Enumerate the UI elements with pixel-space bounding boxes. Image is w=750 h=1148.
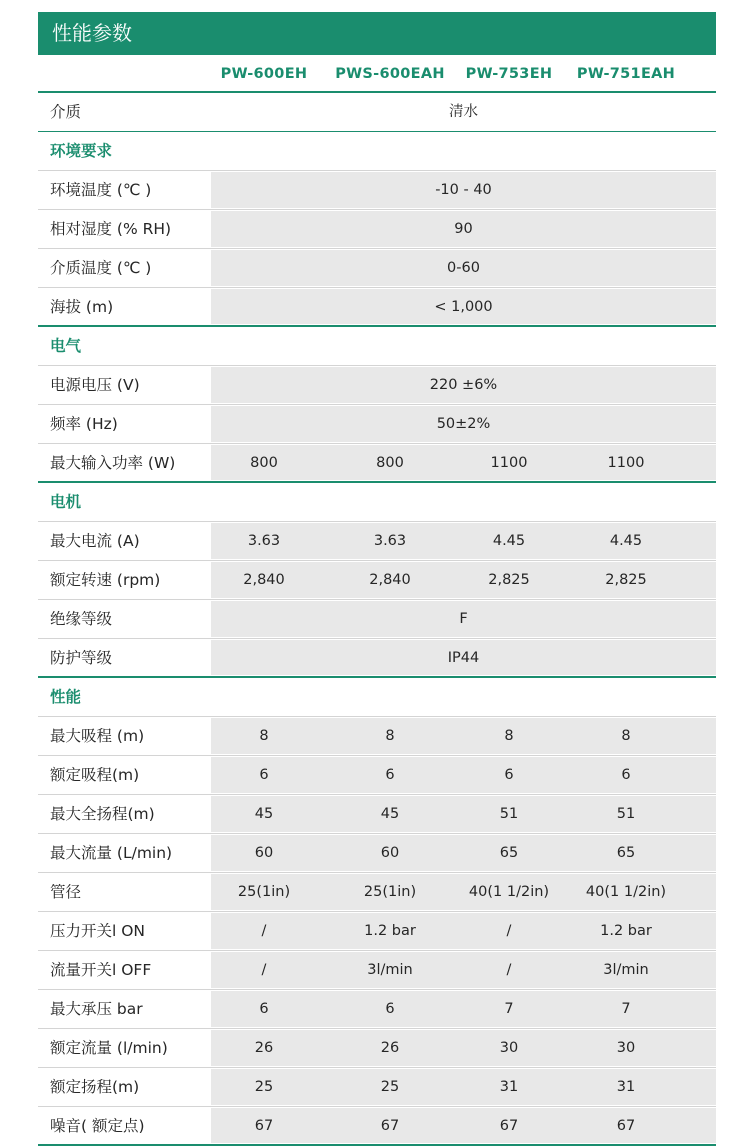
spec-row <box>38 1068 716 1107</box>
row-values <box>211 718 716 754</box>
page-title: 性能参数 <box>38 12 716 55</box>
value-cell-span: 50±2% <box>436 416 491 432</box>
row-label: 最大吸程 (m) <box>50 727 145 745</box>
section-header <box>38 327 716 366</box>
row-values <box>211 640 716 675</box>
row-values <box>211 757 716 793</box>
value-cell-0: 26 <box>254 1040 274 1056</box>
value-cell-1: 3l/min <box>367 962 413 978</box>
row-values <box>211 1030 716 1066</box>
value-cell-2: 65 <box>499 845 519 861</box>
row-label: 最大电流 (A) <box>50 532 140 550</box>
row-values <box>211 913 716 949</box>
row-label: 介质温度 (℃ ) <box>50 259 152 277</box>
row-label: 电源电压 (V) <box>50 376 140 394</box>
spec-row-medium <box>38 93 716 132</box>
row-label: 相对湿度 (% RH) <box>50 220 172 238</box>
row-values <box>211 367 716 403</box>
row-label: 防护等级 <box>50 649 113 667</box>
value-cell-2: 40(1 1/2in) <box>468 884 550 900</box>
value-cell-2: 30 <box>499 1040 519 1056</box>
value-cell-1: 6 <box>385 767 395 783</box>
value-cell-span: 90 <box>454 221 473 237</box>
section-header <box>38 132 716 171</box>
row-label: 频率 (Hz) <box>50 415 118 433</box>
value-cell-0: / <box>261 962 267 978</box>
value-cell-1: 6 <box>385 1001 395 1017</box>
value-cell-1: 45 <box>380 806 400 822</box>
value-cell-1: 2,840 <box>369 572 411 588</box>
value-cell-span: 220 ±6% <box>429 377 498 393</box>
value-cell-1: 25 <box>380 1079 400 1095</box>
spec-row <box>38 873 716 912</box>
value-cell-0: 67 <box>254 1118 274 1134</box>
spec-row <box>38 756 716 795</box>
spec-row <box>38 834 716 873</box>
spec-sheet <box>38 12 716 1146</box>
row-label: 介质 <box>50 103 82 121</box>
model-name-1: PWS-600EAH <box>335 66 445 82</box>
row-label: 海拔 (m) <box>50 298 114 316</box>
value-cell-1: 1.2 bar <box>364 923 416 939</box>
value-cell-2: 6 <box>504 767 514 783</box>
value-cell-1: 800 <box>376 455 404 471</box>
value-cell-3: 40(1 1/2in) <box>585 884 667 900</box>
value-cell-0: 3.63 <box>247 533 281 549</box>
value-cell-3: 1100 <box>607 455 645 471</box>
row-label: 流量开关l OFF <box>50 961 152 979</box>
value-cell-0: 60 <box>254 845 274 861</box>
value-cell-span: IP44 <box>447 650 480 666</box>
spec-row <box>38 288 716 327</box>
row-values <box>211 523 716 559</box>
value-cell-2: 8 <box>504 728 514 744</box>
row-label: 最大承压 bar <box>50 1000 143 1018</box>
row-values <box>211 601 716 637</box>
spec-row <box>38 522 716 561</box>
value-cell-1: 26 <box>380 1040 400 1056</box>
spec-row <box>38 561 716 600</box>
row-values <box>211 406 716 442</box>
value-cell-2: / <box>506 962 512 978</box>
row-values <box>211 835 716 871</box>
section-title: 环境要求 <box>50 142 113 160</box>
spec-row <box>38 951 716 990</box>
value-cell-0: 6 <box>259 767 269 783</box>
row-values <box>211 94 716 130</box>
value-cell-0: / <box>261 923 267 939</box>
value-cell-3: 3l/min <box>603 962 649 978</box>
value-cell-3: 65 <box>616 845 636 861</box>
spec-row <box>38 1029 716 1068</box>
spec-row <box>38 600 716 639</box>
value-cell-0: 25(1in) <box>237 884 291 900</box>
value-cell-0: 800 <box>250 455 278 471</box>
section-header <box>38 678 716 717</box>
spec-row <box>38 1107 716 1146</box>
value-cell-3: 30 <box>616 1040 636 1056</box>
row-label: 额定流量 (l/min) <box>50 1039 168 1057</box>
value-cell-3: 51 <box>616 806 636 822</box>
row-label: 最大流量 (L/min) <box>50 844 173 862</box>
row-label: 最大全扬程(m) <box>50 805 155 823</box>
row-values <box>211 796 716 832</box>
value-cell-0: 45 <box>254 806 274 822</box>
row-label: 噪音( 额定点) <box>50 1117 145 1135</box>
value-cell-2: 1100 <box>490 455 528 471</box>
row-label: 额定转速 (rpm) <box>50 571 161 589</box>
value-cell-span: F <box>459 611 468 627</box>
value-cell-1: 67 <box>380 1118 400 1134</box>
spec-row <box>38 444 716 483</box>
row-values <box>211 445 716 480</box>
value-cell-3: 1.2 bar <box>600 923 652 939</box>
value-cell-1: 8 <box>385 728 395 744</box>
spec-row <box>38 795 716 834</box>
row-values <box>211 562 716 598</box>
value-cell-2: / <box>506 923 512 939</box>
value-cell-3: 8 <box>621 728 631 744</box>
spec-row <box>38 639 716 678</box>
spec-row <box>38 717 716 756</box>
spec-row <box>38 249 716 288</box>
value-cell-span: 0-60 <box>447 260 480 276</box>
section-title: 性能 <box>50 688 82 706</box>
spec-row <box>38 210 716 249</box>
model-name-0: PW-600EH <box>220 66 308 82</box>
row-values <box>211 874 716 910</box>
value-cell-2: 2,825 <box>488 572 530 588</box>
value-cell-3: 6 <box>621 767 631 783</box>
value-cell-3: 67 <box>616 1118 636 1134</box>
section-title: 电机 <box>50 493 82 511</box>
value-cell-3: 31 <box>616 1079 636 1095</box>
value-cell-3: 7 <box>621 1001 631 1017</box>
value-cell-1: 60 <box>380 845 400 861</box>
value-cell-3: 4.45 <box>609 533 643 549</box>
row-label: 额定吸程(m) <box>50 766 140 784</box>
row-values <box>211 211 716 247</box>
value-cell-span: < 1,000 <box>434 299 493 315</box>
spec-row <box>38 405 716 444</box>
value-cell-span: -10 - 40 <box>435 182 492 198</box>
row-values <box>211 991 716 1027</box>
value-cell-2: 51 <box>499 806 519 822</box>
value-cell-1: 3.63 <box>373 533 407 549</box>
row-values <box>211 172 716 208</box>
value-cell-0: 6 <box>259 1001 269 1017</box>
value-cell-1: 25(1in) <box>363 884 417 900</box>
value-cell-2: 67 <box>499 1118 519 1134</box>
value-cell-0: 2,840 <box>243 572 285 588</box>
value-cell-3: 2,825 <box>605 572 647 588</box>
model-name-3: PW-751EAH <box>576 66 676 82</box>
spec-row <box>38 912 716 951</box>
model-name-2: PW-753EH <box>465 66 553 82</box>
model-header-row <box>38 55 716 93</box>
row-values <box>211 952 716 988</box>
spec-table-body <box>38 93 716 1146</box>
row-label: 压力开关l ON <box>50 922 146 940</box>
spec-row <box>38 366 716 405</box>
value-cell-0: 25 <box>254 1079 274 1095</box>
row-label: 环境温度 (℃ ) <box>50 181 152 199</box>
spec-row <box>38 990 716 1029</box>
value-cell-0: 8 <box>259 728 269 744</box>
row-label: 额定扬程(m) <box>50 1078 140 1096</box>
row-values <box>211 1108 716 1143</box>
value-cell-2: 7 <box>504 1001 514 1017</box>
row-label: 最大输入功率 (W) <box>50 454 176 472</box>
section-title: 电气 <box>50 337 82 355</box>
value-cell-2: 4.45 <box>492 533 526 549</box>
value-cell: 清水 <box>449 104 478 120</box>
value-cell-2: 31 <box>499 1079 519 1095</box>
row-label: 绝缘等级 <box>50 610 113 628</box>
row-label: 管径 <box>50 883 82 901</box>
section-header <box>38 483 716 522</box>
row-values <box>211 289 716 324</box>
row-values <box>211 250 716 286</box>
row-values <box>211 1069 716 1105</box>
spec-row <box>38 171 716 210</box>
